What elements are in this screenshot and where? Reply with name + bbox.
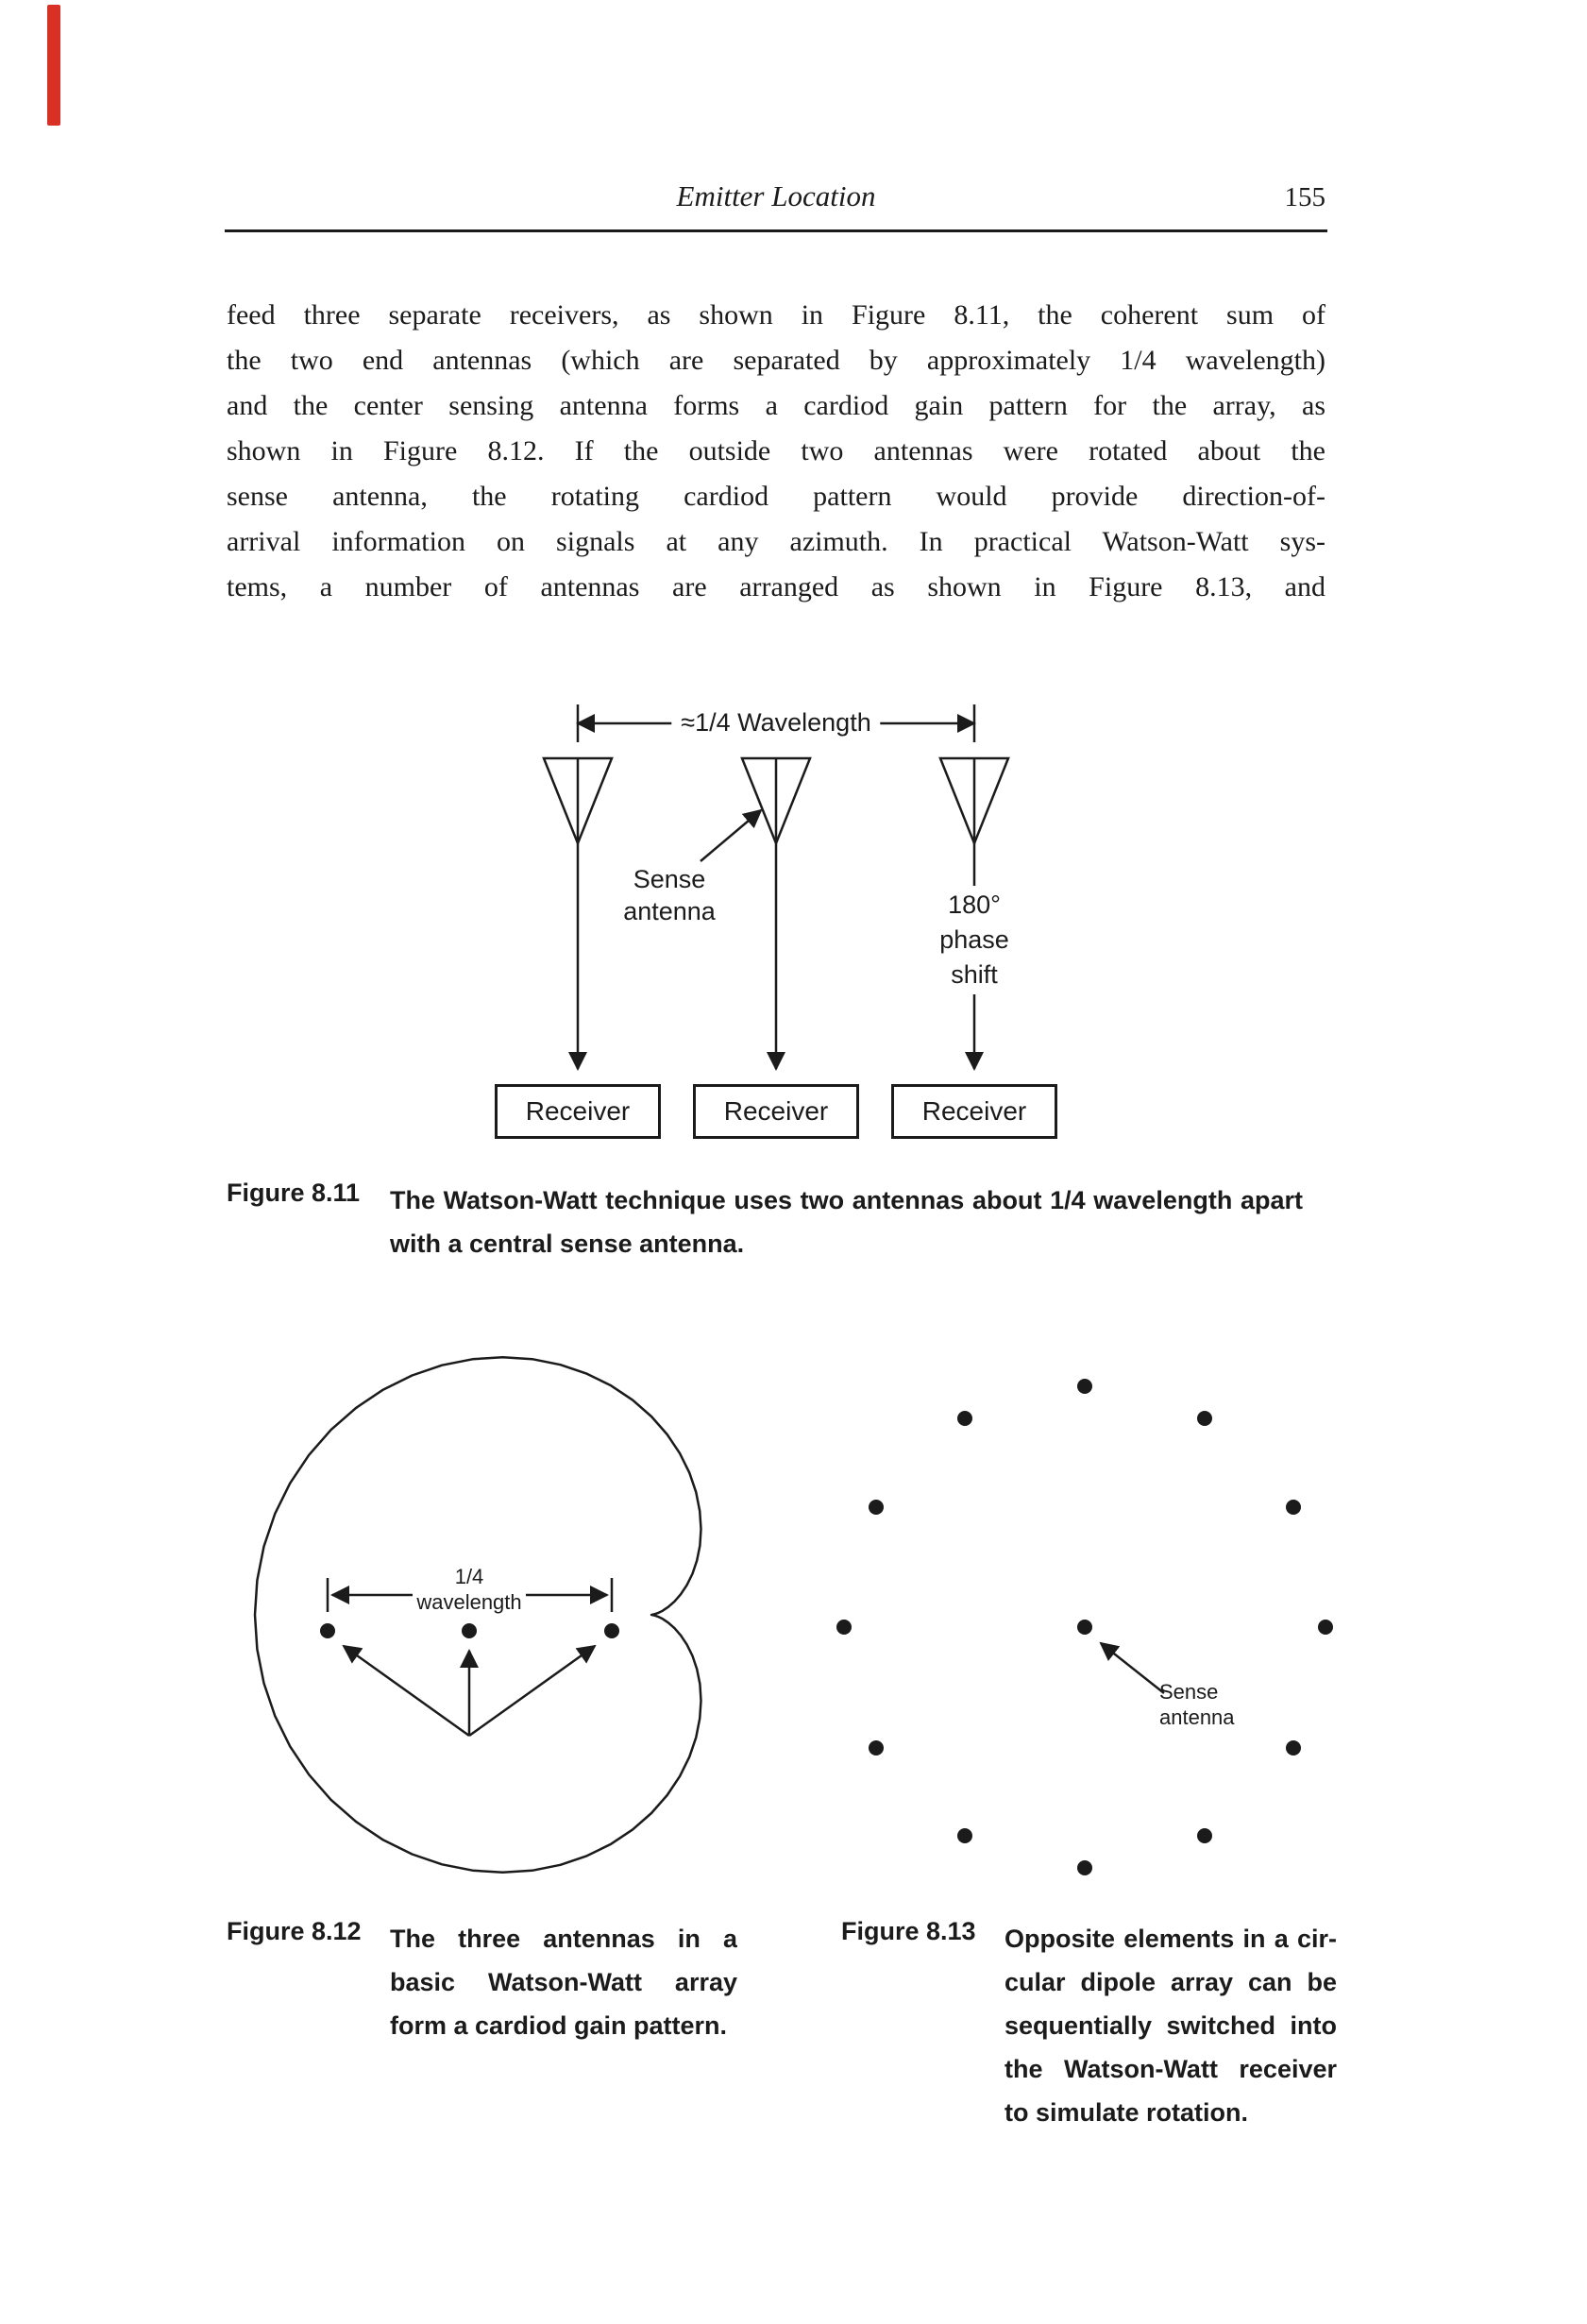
receiver-box: Receiver xyxy=(495,1084,661,1139)
sense-antenna-dot xyxy=(1077,1620,1092,1635)
dipole-dot xyxy=(1197,1411,1212,1426)
radiating-arrow xyxy=(344,1646,469,1736)
sense-antenna-leader-arrow xyxy=(1101,1643,1164,1693)
receiver-box: Receiver xyxy=(693,1084,859,1139)
body-line: the two end antennas (which are separated by approximately 1/4 wavelength) xyxy=(227,345,1325,376)
dipole-dot xyxy=(957,1828,972,1843)
sense-antenna-pointer-arrow xyxy=(701,810,761,861)
sense-antenna-label xyxy=(1159,1679,1235,1730)
label-line: 180° xyxy=(948,891,1001,919)
antenna-dot xyxy=(462,1623,477,1638)
dipole-dot xyxy=(1318,1620,1333,1635)
figure-8-11-caption xyxy=(390,1179,1303,1265)
caption-line: to simulate rotation. xyxy=(1005,2098,1249,2127)
caption-line: cular dipole array can be xyxy=(1005,1968,1337,1996)
sense-antenna-label xyxy=(623,863,716,927)
dipole-dot xyxy=(869,1740,884,1756)
antenna-symbol-left xyxy=(544,758,612,1069)
body-line: arrival information on signals at any azimuth. In practical Watson-Watt sys- xyxy=(227,526,1325,557)
caption-line: sequentially switched into xyxy=(1005,2011,1337,2040)
running-header-title: Emitter Location xyxy=(676,179,876,212)
caption-line: form a cardiod gain pattern. xyxy=(390,2011,728,2040)
caption-line: with a central sense antenna. xyxy=(390,1230,745,1258)
quarter-wavelength-label xyxy=(416,1564,521,1615)
figure-8-13-caption-label: Figure 8.13 xyxy=(841,1917,976,1945)
figure-8-12-diagram xyxy=(255,1357,701,1873)
label-line: Sense xyxy=(633,865,706,893)
page-number: 155 xyxy=(1284,182,1325,212)
dipole-dot xyxy=(1286,1740,1301,1756)
caption-line: The three antennas in a xyxy=(390,1925,737,1953)
dipole-dot xyxy=(1077,1860,1092,1875)
phase-shift-label xyxy=(930,886,1019,994)
figure-8-13-diagram xyxy=(836,1379,1333,1875)
dipole-dot xyxy=(869,1500,884,1515)
figure-8-12-caption-label: Figure 8.12 xyxy=(227,1917,362,1945)
figure-8-12-caption xyxy=(390,1917,737,2047)
label-line: shift xyxy=(951,960,998,989)
caption-line: Opposite elements in a cir- xyxy=(1005,1925,1337,1953)
body-line: feed three separate receivers, as shown in Figure 8.11, the coherent sum of xyxy=(227,299,1325,331)
dipole-dot xyxy=(1286,1500,1301,1515)
body-line: and the center sensing antenna forms a cardiod gain pattern for the array, as xyxy=(227,390,1325,421)
antenna-symbol-center xyxy=(742,758,810,1069)
receiver-box: Receiver xyxy=(891,1084,1057,1139)
caption-line: basic Watson-Watt array xyxy=(390,1968,737,1996)
antenna-dot xyxy=(320,1623,335,1638)
label-line: antenna xyxy=(623,897,716,925)
dipole-dot xyxy=(957,1411,972,1426)
caption-line: the Watson-Watt receiver xyxy=(1005,2055,1337,2083)
label-line: phase xyxy=(939,925,1009,954)
figure-8-11-caption-label: Figure 8.11 xyxy=(227,1179,361,1207)
antenna-dot xyxy=(604,1623,619,1638)
dipole-dot xyxy=(1077,1379,1092,1394)
label-line: 1/4 xyxy=(454,1565,484,1588)
body-line: shown in Figure 8.12. If the outside two antennas were rotated about the xyxy=(227,435,1325,466)
radiating-arrow xyxy=(469,1646,595,1736)
cardioid-pattern-outline xyxy=(255,1357,701,1873)
dipole-dot xyxy=(836,1620,852,1635)
body-line: tems, a number of antennas are arranged as shown in Figure 8.13, and xyxy=(227,571,1325,602)
dipole-dot xyxy=(1197,1828,1212,1843)
label-line: Sense xyxy=(1159,1680,1219,1704)
wavelength-dimension-label: ≈1/4 Wavelength xyxy=(671,705,880,739)
label-line: antenna xyxy=(1159,1705,1235,1729)
figure-8-13-caption xyxy=(1005,1917,1337,2134)
caption-line: The Watson-Watt technique uses two antennas about 1/4 wavelength apart xyxy=(390,1186,1303,1214)
label-line: wavelength xyxy=(416,1590,522,1614)
body-line: sense antenna, the rotating cardiod pattern would provide direction-of- xyxy=(227,481,1325,512)
